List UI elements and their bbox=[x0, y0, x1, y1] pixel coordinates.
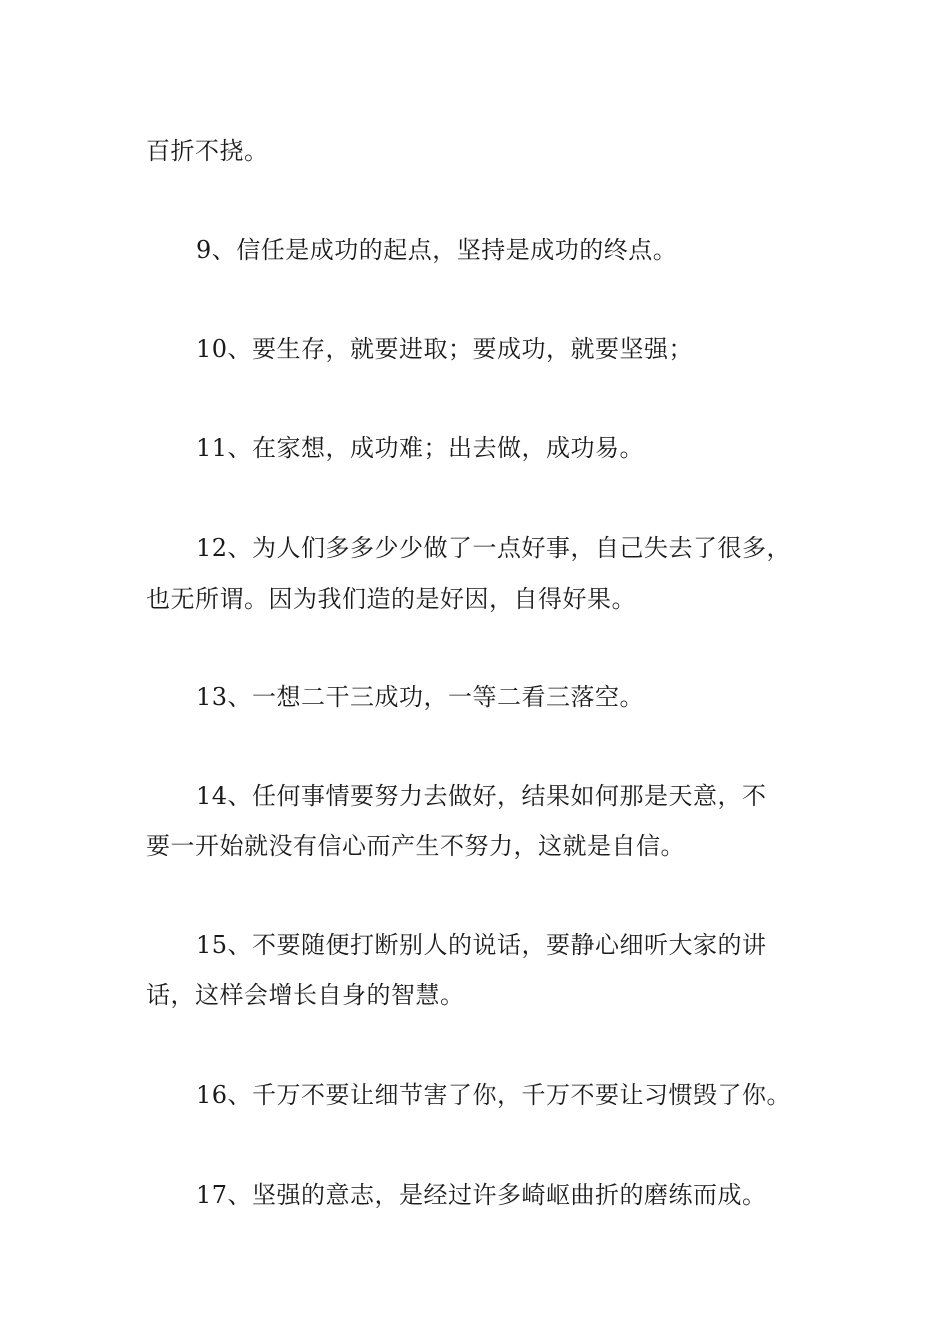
paragraph-11: 11、在家想，成功难；出去做，成功易。 bbox=[196, 434, 645, 462]
paragraph-12-line-1: 12、为人们多多少少做了一点好事，自己失去了很多， bbox=[196, 534, 792, 562]
paragraph-12-line-2: 也无所谓。因为我们造的是好因，自得好果。 bbox=[146, 585, 636, 613]
paragraph-14-line-2: 要一开始就没有信心而产生不努力，这就是自信。 bbox=[146, 832, 685, 860]
paragraph-15-line-1: 15、不要随便打断别人的说话，要静心细听大家的讲 bbox=[196, 931, 767, 959]
paragraph-17: 17、坚强的意志，是经过许多崎岖曲折的磨练而成。 bbox=[196, 1181, 767, 1209]
paragraph-9: 9、信任是成功的起点，坚持是成功的终点。 bbox=[196, 236, 678, 264]
paragraph-13: 13、一想二干三成功，一等二看三落空。 bbox=[196, 683, 645, 711]
paragraph-8-continuation: 百折不挠。 bbox=[146, 137, 269, 165]
paragraph-16: 16、千万不要让细节害了你，千万不要让习惯毁了你。 bbox=[196, 1081, 792, 1109]
paragraph-10: 10、要生存，就要进取；要成功，就要坚强； bbox=[196, 335, 694, 363]
paragraph-15-line-2: 话，这样会增长自身的智慧。 bbox=[146, 981, 465, 1009]
paragraph-14-line-1: 14、任何事情要努力去做好，结果如何那是天意，不 bbox=[196, 782, 767, 810]
